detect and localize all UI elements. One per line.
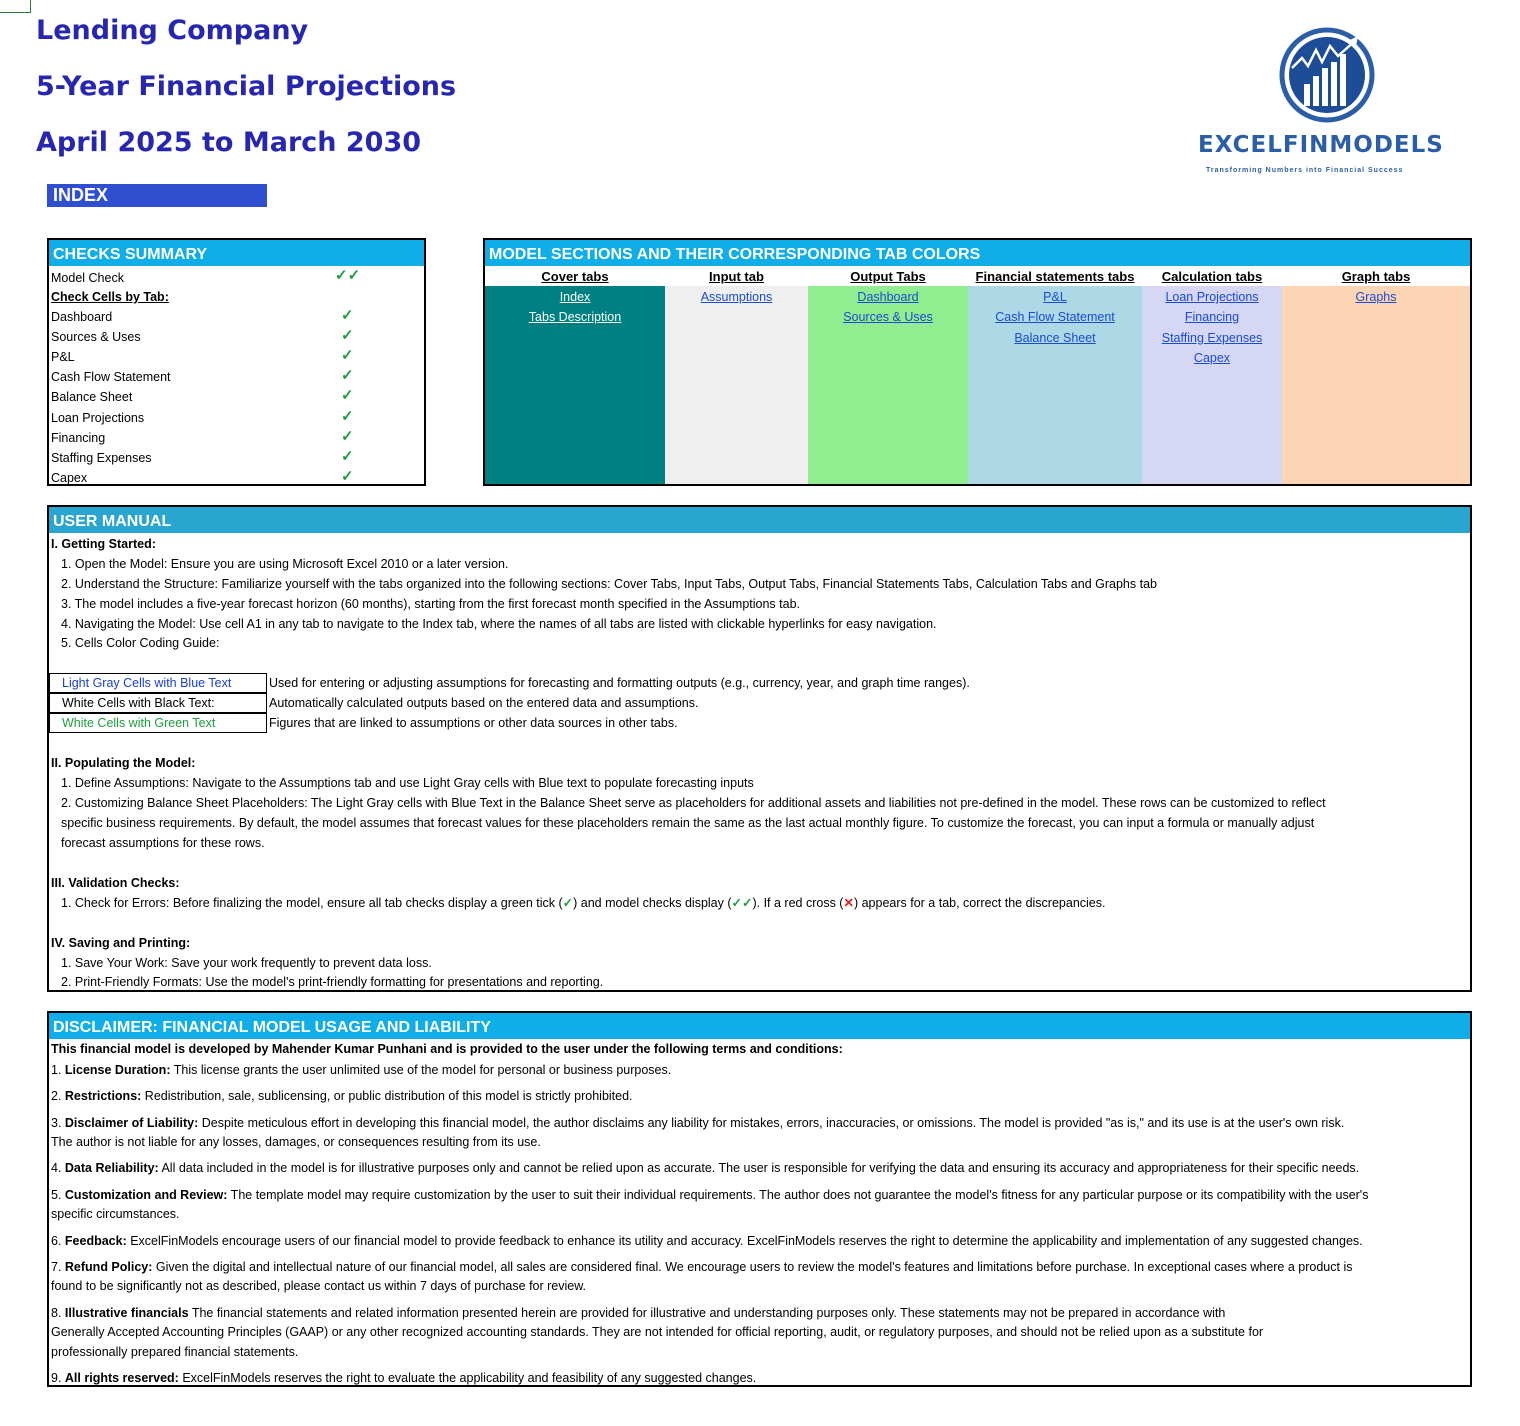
validation-step [61, 893, 1105, 913]
clause-number: 9. [51, 1370, 65, 1385]
color-legend-description: Used for entering or adjusting assumptions for forecasting and formatting outputs (e.g., currency, year, and graph time ranges). [269, 676, 970, 690]
company-title: Lending Company [36, 15, 309, 46]
saving-printing-heading: IV. Saving and Printing: [51, 936, 191, 950]
clause-heading: Illustrative financials [64, 1305, 189, 1320]
clause-text: Given the digital and intellectual nature of our financial model, all sales are considered final. We encourage users to review the model's features and limitations before purchase. In exceptional cases where a product is [152, 1259, 1353, 1274]
logo-emblem-icon [1180, 22, 1480, 132]
index-header: INDEX [47, 184, 267, 207]
clause-number: 8. [51, 1305, 65, 1320]
green-tick-icon: ✓ [562, 896, 574, 910]
clause-heading: Restrictions: [64, 1089, 142, 1104]
clause-text: specific circumstances. [51, 1207, 180, 1222]
check-item-label: Capex [51, 470, 88, 485]
clause-number: 2. [51, 1089, 65, 1104]
clause-text: Generally Accepted Accounting Principles (GAAP) or any other recognized accounting standards. They are not intended for official reporting, audit, or regulatory purposes, and should not be relied upon as a substitute for [51, 1325, 1264, 1340]
green-tick-icon: ✓ [341, 327, 354, 345]
user-manual-title: USER MANUAL [49, 507, 1470, 533]
clause-heading: Disclaimer of Liability: [64, 1115, 199, 1130]
green-tick-icon: ✓ [341, 387, 354, 405]
section-column-header: Input tab [709, 269, 764, 284]
check-item-label: Dashboard [51, 310, 113, 324]
tab-link[interactable]: Balance Sheet [1014, 330, 1096, 345]
disclaimer-intro: This financial model is developed by Mahender Kumar Punhani and is provided to the user under the following terms and conditions: [51, 1042, 843, 1056]
section-color-column [968, 286, 1142, 484]
validation-checks-heading: III. Validation Checks: [51, 876, 180, 890]
manual-step: 4. Navigating the Model: Use cell A1 in any tab to navigate to the Index tab, where the names of all tabs are listed with clickable hyperlinks for easy navigation. [61, 617, 937, 631]
red-cross-icon: ✕ [843, 896, 854, 910]
validation-text: ) and model checks display ( [573, 896, 732, 910]
tab-link[interactable]: Loan Projections [1165, 290, 1259, 304]
color-legend-description: Automatically calculated outputs based on the entered data and assumptions. [269, 696, 699, 710]
clause-text: ExcelFinModels encourage users of our financial model to provide feedback to enhance its utility and accuracy. ExcelFinModels reserves the right to determine the applicability and implementation of any suggested changes. [126, 1233, 1363, 1248]
check-item-label: Financing [51, 430, 106, 445]
check-item-label: Balance Sheet [51, 390, 133, 405]
tab-link[interactable]: Cash Flow Statement [995, 310, 1115, 325]
clause-heading: Data Reliability: [64, 1161, 159, 1176]
checks-summary-title: CHECKS SUMMARY [49, 240, 424, 266]
check-item-label: P&L [51, 350, 75, 365]
manual-step-continued: specific business requirements. By default, the model assumes that forecast values for these placeholders remain the same as the last actual monthly figure. To customize the forecast, you can input a formula or manually adjust [61, 816, 1315, 830]
tab-link[interactable]: Staffing Expenses [1161, 330, 1263, 345]
clause-heading: All rights reserved: [64, 1370, 179, 1385]
disclaimer-clause [51, 1258, 1352, 1277]
tab-link[interactable]: Sources & Uses [843, 310, 933, 325]
tab-link[interactable]: Capex [1193, 351, 1231, 366]
clause-number: 5. [51, 1187, 65, 1202]
tab-link[interactable]: Index [559, 290, 591, 304]
disclaimer-clause [51, 1343, 298, 1362]
manual-step-continued: forecast assumptions for these rows. [61, 836, 265, 850]
section-color-column [665, 286, 808, 484]
getting-started-heading: I. Getting Started: [51, 537, 156, 551]
disclaimer-clause [51, 1205, 180, 1224]
green-tick-icon: ✓ [341, 347, 354, 365]
projection-title: 5-Year Financial Projections [36, 71, 457, 102]
clause-text: Redistribution, sale, sublicensing, or public distribution of this model is strictly prohibited. [141, 1089, 633, 1104]
disclaimer-clause [51, 1159, 1359, 1178]
manual-step: 1. Save Your Work: Save your work frequently to prevent data loss. [61, 956, 432, 970]
clause-text: professionally prepared financial statements. [51, 1344, 299, 1359]
disclaimer-panel [47, 1011, 1472, 1387]
disclaimer-title: DISCLAIMER: FINANCIAL MODEL USAGE AND LIABILITY [49, 1013, 1470, 1039]
tab-link[interactable]: Assumptions [700, 290, 773, 304]
manual-step: 3. The model includes a five-year forecast horizon (60 months), starting from the first forecast month specified in the Assumptions tab. [61, 597, 801, 611]
clause-number: 1. [51, 1063, 65, 1077]
clause-text: Despite meticulous effort in developing this financial model, the author disclaims any liability for mistakes, errors, inaccuracies, or omissions. The model is provided "as is," and its use is at the user's own risk. [198, 1115, 1345, 1130]
populating-model-heading: II. Populating the Model: [51, 756, 196, 770]
green-tick-icon: ✓ [341, 427, 354, 445]
section-color-column [808, 286, 968, 484]
manual-step: 5. Cells Color Coding Guide: [61, 636, 220, 650]
validation-text: ). If a red cross ( [752, 896, 844, 910]
logo-tagline: Transforming Numbers into Financial Success [1206, 167, 1404, 174]
color-legend-description: Figures that are linked to assumptions or other data sources in other tabs. [269, 716, 678, 730]
green-tick-icon: ✓ [341, 467, 354, 485]
green-tick-icon: ✓ [341, 307, 354, 324]
model-check-label: Model Check [51, 271, 124, 285]
cell-selector-indicator [0, 0, 31, 13]
clause-heading: License Duration: [64, 1063, 171, 1077]
check-item-label: Cash Flow Statement [51, 370, 171, 385]
tab-link[interactable]: Financing [1184, 310, 1240, 325]
clause-number: 3. [51, 1115, 65, 1130]
disclaimer-clause [51, 1277, 586, 1296]
manual-step: 2. Print-Friendly Formats: Use the model's print-friendly formatting for presentations and reporting. [61, 975, 604, 989]
tab-link[interactable]: Dashboard [857, 290, 919, 304]
tab-link[interactable]: Tabs Description [528, 310, 622, 325]
validation-text: ) appears for a tab, correct the discrepancies. [853, 896, 1106, 910]
color-legend-cell: Light Gray Cells with Blue Text [49, 673, 267, 693]
tab-link[interactable]: Graphs [1355, 290, 1397, 304]
clause-heading: Customization and Review: [64, 1187, 228, 1202]
check-item-label: Sources & Uses [51, 330, 141, 345]
section-color-column [485, 286, 665, 484]
section-column-header: Graph tabs [1341, 269, 1411, 284]
model-sections-panel [483, 238, 1472, 486]
manual-step: 2. Understand the Structure: Familiarize yourself with the tabs organized into the following sections: Cover Tabs, Input Tabs, Output Tabs, Financial Statements Tabs, Calculation Tabs and Graphs tab [61, 577, 1157, 591]
period-title: April 2025 to March 2030 [36, 127, 422, 158]
color-legend-cell: White Cells with Black Text: [49, 693, 267, 713]
check-cells-by-tab-label: Check Cells by Tab: [51, 290, 169, 304]
disclaimer-clause [51, 1369, 756, 1388]
disclaimer-clause [51, 1061, 671, 1080]
green-tick-icon: ✓ [341, 367, 354, 385]
clause-text: All data included in the model is for illustrative purposes only and cannot be relied upon as accurate. The user is responsible for verifying the data and ensuring its accuracy and appropriateness for their specific needs. [158, 1161, 1360, 1176]
section-column-header: Financial statements tabs [975, 269, 1135, 284]
user-manual-panel [47, 505, 1472, 992]
manual-step: 1. Define Assumptions: Navigate to the Assumptions tab and use Light Gray cells with Blue text to populate forecasting inputs [61, 776, 754, 790]
clause-number: 7. [51, 1259, 65, 1274]
green-tick-icon: ✓ [341, 407, 354, 425]
section-color-column [1142, 286, 1282, 484]
disclaimer-clause [51, 1133, 541, 1152]
section-color-column [1282, 286, 1470, 484]
section-column-header: Output Tabs [850, 269, 926, 284]
disclaimer-clause [51, 1114, 1344, 1133]
section-column-header: Calculation tabs [1161, 269, 1263, 284]
manual-step: 2. Customizing Balance Sheet Placeholders: The Light Gray cells with Blue Text in the Balance Sheet serve as placeholders for additional assets and liabilities not pre-defined in the model. These rows can be customized to reflect [61, 796, 1326, 810]
validation-text: 1. Check for Errors: Before finalizing the model, ensure all tab checks display a green tick ( [61, 896, 563, 910]
clause-heading: Feedback: [64, 1233, 127, 1248]
check-item-label: Loan Projections [51, 410, 145, 425]
checks-summary-panel [47, 238, 426, 486]
disclaimer-clause [51, 1304, 1225, 1323]
tab-link[interactable]: P&L [1043, 290, 1067, 304]
clause-heading: Refund Policy: [64, 1259, 153, 1274]
logo-name: EXCELFINMODELS [1198, 132, 1444, 158]
clause-number: 6. [51, 1233, 65, 1248]
clause-text: found to be significantly not as described, please contact us within 7 days of purchase for review. [51, 1279, 587, 1294]
clause-text: ExcelFinModels reserves the right to evaluate the applicability and feasibility of any suggested changes. [178, 1370, 757, 1385]
disclaimer-clause [51, 1232, 1363, 1251]
manual-step: 1. Open the Model: Ensure you are using Microsoft Excel 2010 or a later version. [61, 557, 509, 571]
clause-text: The template model may require customization by the user to suit their individual requirements. The author does not guarantee the model's fitness for any particular purpose or its compatibility with the user's [227, 1187, 1369, 1202]
clause-text: This license grants the user unlimited use of the model for personal or business purposes. [170, 1063, 672, 1077]
excelfinmodels-logo [1180, 22, 1480, 182]
clause-text: The author is not liable for any losses, damages, or consequences resulting from its use. [51, 1135, 541, 1150]
disclaimer-clause [51, 1087, 633, 1106]
disclaimer-clause [51, 1323, 1263, 1342]
model-sections-title: MODEL SECTIONS AND THEIR CORRESPONDING TAB COLORS [485, 240, 1470, 266]
green-tick-icon: ✓ [341, 447, 354, 465]
double-green-tick-icon: ✓✓ [731, 896, 753, 910]
check-item-label: Staffing Expenses [51, 450, 152, 465]
clause-text: The financial statements and related information presented herein are provided for illustrative and understanding purposes only. These statements may not be prepared in accordance with [188, 1305, 1226, 1320]
clause-number: 4. [51, 1161, 65, 1176]
color-legend-cell: White Cells with Green Text [49, 713, 267, 733]
model-check-double-tick-icon: ✓✓ [335, 267, 361, 284]
section-column-header: Cover tabs [541, 269, 609, 284]
disclaimer-clause [51, 1186, 1368, 1205]
